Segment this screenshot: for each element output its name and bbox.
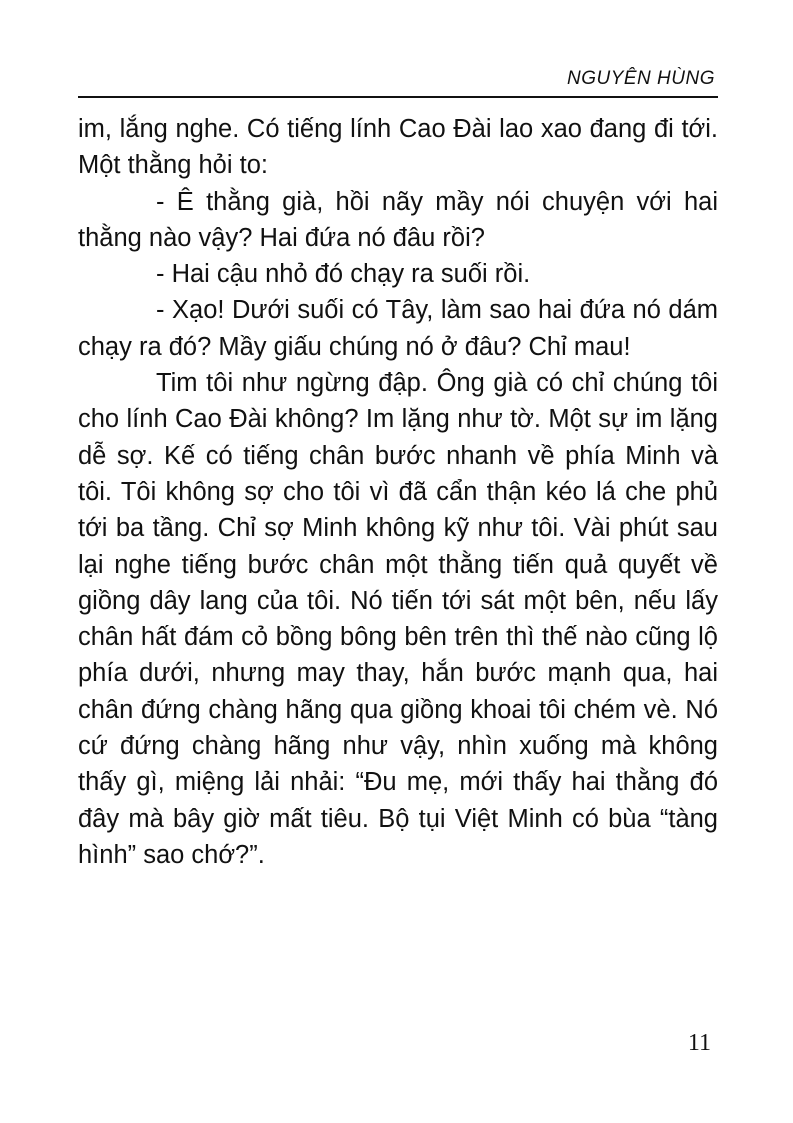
paragraph: - Hai cậu nhỏ đó chạy ra suối rồi. <box>156 260 531 289</box>
page-number: 11 <box>687 1030 711 1056</box>
paragraph: Tim tôi như ngừng đập. Ông già có chỉ chúng tôi cho lính Cao Đài không? Im lặng như tờ. Một sự im lặng dễ sợ. Kế có tiếng chân bước nhanh về phía Minh và tôi. Tôi không sợ cho tôi vì đã cẩn thận kéo lá che phủ tới ba tầng. Chỉ sợ Minh không kỹ như tôi. Vài phút sau lại nghe tiếng bước chân một thằng tiến quả quyết về giồng dây lang của tôi. Nó tiến tới sát một bên, nếu lấy chân hất đám cỏ bồng bông bên trên thì thế nào cũng lộ phía dưới, nhưng may thay, hắn bước mạnh qua, hai chân đứng chàng hãng qua giồng khoai tôi chém vè. Nó cứ đứng chàng hãng như vậy, nhìn xuống mà không thấy gì, miệng lải nhải: “Đu mẹ, mới thấy hai thằng đó đây mà bây giờ mất tiêu. Bộ tụi Việt Minh có bùa “tàng hình” sao chớ?”. <box>78 369 718 869</box>
paragraph: im, lắng nghe. Có tiếng lính Cao Đài lao xao đang đi tới. Một thằng hỏi to: <box>78 115 718 180</box>
body-text <box>78 111 718 873</box>
paragraph: - Xạo! Dưới suối có Tây, làm sao hai đứa nó dám chạy ra đó? Mầy giấu chúng nó ở đâu? Chỉ mau! <box>78 296 718 361</box>
paragraph: - Ê thằng già, hồi nãy mầy nói chuyện với hai thằng nào vậy? Hai đứa nó đâu rồi? <box>78 187 718 252</box>
header-rule <box>78 96 718 98</box>
running-header: NGUYÊN HÙNG <box>566 68 715 89</box>
